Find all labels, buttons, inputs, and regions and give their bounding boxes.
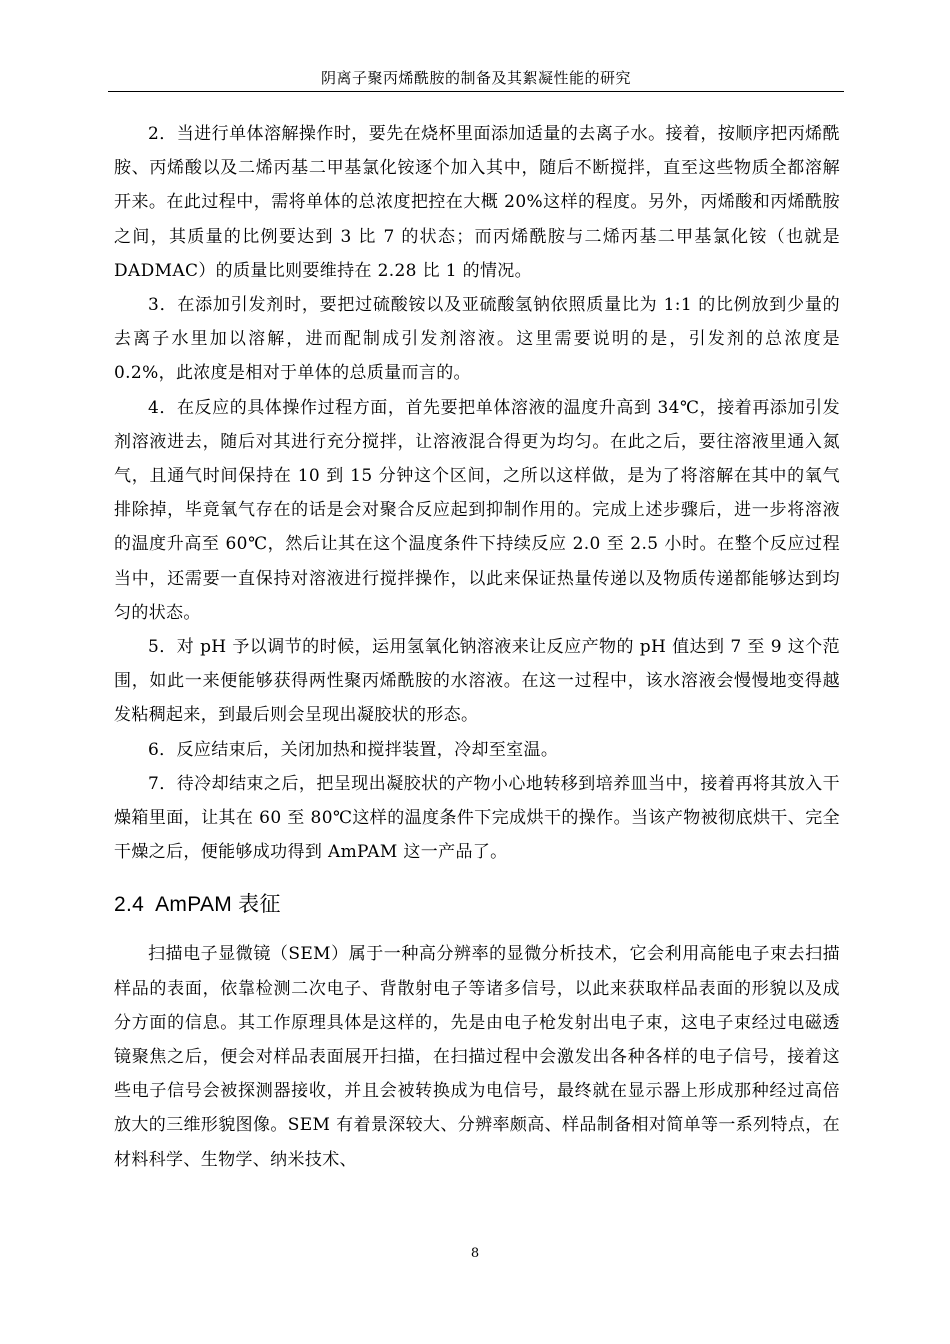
section-title: AmPAM 表征 [155, 893, 281, 917]
step-paragraph-3: 3．在添加引发剂时，要把过硫酸铵以及亚硫酸氢钠依照质量比为 1:1 的比例放到少量的去离子水里加以溶解，进而配制成引发剂溶液。这里需要说明的是，引发剂的总浓度是 0.2%，此浓度是相对于单体的总质量而言的。 [114, 295, 840, 384]
step-paragraph-4: 4．在反应的具体操作过程方面，首先要把单体溶液的温度升高到 34℃，接着再添加引发剂溶液进去，随后对其进行充分搅拌，让溶液混合得更为均匀。在此之后，要往溶液里通入氮气，且通气时间保持在 10 到 15 分钟这个区间，之所以这样做，是为了将溶解在其中的氧气排除掉，毕竟氧气存在的话是会对聚合反应起到抑制作用的。完成上述步骤后，进一步将溶液的温度升高至 60℃，然后让其在这个温度条件下持续反应 2.0 至 2.5 小时。在整个反应过程当中，还需要一直保持对溶液进行搅拌操作，以此来保证热量传递以及物质传递都能够达到均匀的状态。 [114, 397, 840, 623]
running-header: 阴离子聚丙烯酰胺的制备及其絮凝性能的研究 [320, 69, 631, 87]
section-paragraph: 扫描电子显微镜（SEM）属于一种高分辨率的显微分析技术，它会利用高能电子束去扫描样品的表面，依靠检测二次电子、背散射电子等诸多信号，以此来获取样品表面的形貌以及成分方面的信息。其工作原理具体是这样的，先是由电子枪发射出电子束，这电子束经过电磁透镜聚焦之后，便会对样品表面展开扫描，在扫描过程中会激发出各种各样的电子信号，接着这些电子信号会被探测器接收，并且会被转换成为电信号，最终就在显示器上形成那种经过高倍放大的三维形貌图像。SEM 有着景深较大、分辨率颇高、样品制备相对简单等一系列特点，在材料科学、生物学、纳米技术、 [114, 944, 840, 1170]
step-paragraph-6: 6．反应结束后，关闭加热和搅拌装置，冷却至室温。 [148, 739, 559, 760]
step-paragraph-5: 5．对 pH 予以调节的时候，运用氢氧化钠溶液来让反应产物的 pH 值达到 7 至 9 这个范围，如此一来便能够获得两性聚丙烯酰胺的水溶液。在这一过程中，该水溶液会慢慢地变得越发粘稠起来，到最后则会呈现出凝胶状的形态。 [114, 637, 840, 726]
header-divider [108, 91, 844, 92]
step-paragraph-2: 2．当进行单体溶解操作时，要先在烧杯里面添加适量的去离子水。接着，按顺序把丙烯酰胺、丙烯酸以及二烯丙基二甲基氯化铵逐个加入其中，随后不断搅拌，直至这些物质全都溶解开来。在此过程中，需将单体的总浓度把控在大概 20%这样的程度。另外，丙烯酸和丙烯酰胺之间，其质量的比例要达到 3 比 7 的状态；而丙烯酰胺与二烯丙基二甲基氯化铵（也就是 DADMAC）的质量比则要维持在 2.28 比 1 的情况。 [114, 124, 840, 281]
section-heading [114, 890, 840, 920]
section-number: 2.4 [114, 893, 145, 917]
body-text [114, 117, 840, 1177]
page-number: 8 [470, 1246, 480, 1261]
step-paragraph-7: 7．待冷却结束之后，把呈现出凝胶状的产物小心地转移到培养皿当中，接着再将其放入干燥箱里面，让其在 60 至 80℃这样的温度条件下完成烘干的操作。当该产物被彻底烘干、完全干燥之后，便能够成功得到 AmPAM 这一产品了。 [114, 773, 840, 863]
